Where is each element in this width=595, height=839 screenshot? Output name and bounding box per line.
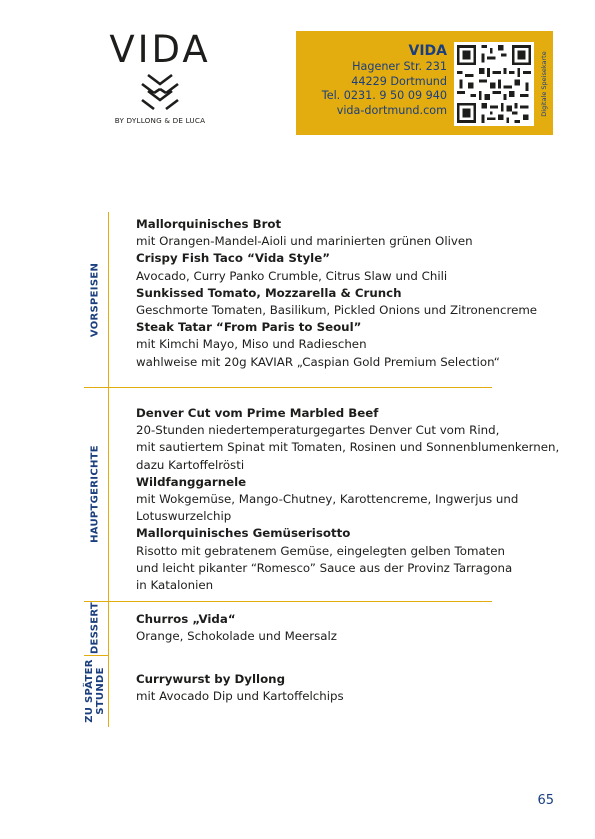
section-label-hauptgerichte: HAUPTGERICHTE	[89, 445, 101, 543]
divider-hauptgerichte	[84, 601, 492, 602]
menu-item-name: Crispy Fish Taco “Vida Style”	[136, 251, 330, 266]
menu-item-name: Mallorquinisches Brot	[136, 217, 282, 231]
menu-item-description: mit sautiertem Spinat mit Tomaten, Rosinen und Sonnenblumenkernen,	[136, 440, 560, 455]
menu-item-description: und leicht pikanter “Romesco” Sauce aus der Provinz Tarragona	[136, 560, 513, 575]
logo-subtitle: BY DYLLONG & DE LUCA	[114, 116, 206, 125]
menu-item-name: Wildfanggarnele	[136, 474, 247, 489]
contact-box	[296, 31, 553, 135]
section-hauptgerichte	[136, 405, 559, 594]
divider-vorspeisen	[84, 387, 492, 388]
contact-website[interactable]: vida-dortmund.com	[336, 103, 447, 117]
menu-item-description: Avocado, Curry Panko Crumble, Citrus Slaw und Chili	[136, 268, 448, 283]
menu-item-description: in Katalonien	[136, 578, 214, 593]
menu-item-description: mit Avocado Dip und Kartoffelchips	[136, 689, 344, 704]
page-number: 65	[537, 793, 554, 808]
menu-item-description: mit Orangen-Mandel-Aioli und marinierten grünen Oliven	[136, 234, 473, 249]
section-label-zu-spaeter-stunde: ZU SPÄTER STUNDE	[84, 659, 106, 723]
contact-city: 44229 Dortmund	[351, 74, 447, 88]
menu-item-name: Churros „Vida“	[136, 612, 236, 626]
logo-wordmark: VIDA	[109, 28, 211, 71]
contact-name: VIDA	[408, 43, 447, 59]
section-zu-spaeter-stunde	[136, 671, 344, 705]
menu-item-name: Currywurst by Dyllong	[136, 672, 286, 686]
brand-logo	[100, 30, 220, 125]
menu-item-name: Mallorquinisches Gemüserisotto	[136, 526, 351, 541]
menu-item-description: dazu Kartoffelrösti	[136, 457, 245, 472]
qr-caption: Digitale Speisekarte	[540, 51, 548, 117]
menu-item-description: Lotuswurzelchip	[136, 509, 232, 524]
contact-street: Hagener Str. 231	[352, 60, 447, 73]
menu-item-description: mit Kimchi Mayo, Miso und Radieschen	[136, 337, 367, 352]
menu-item-name: Steak Tatar “From Paris to Seoul”	[136, 320, 362, 335]
menu-item-description: wahlweise mit 20g KAVIAR „Caspian Gold Premium Selection“	[136, 354, 500, 369]
section-vorspeisen	[136, 216, 537, 371]
qr-code-icon[interactable]	[454, 42, 534, 126]
menu-item-description: 20-Stunden niedertemperaturgegartes Denver Cut vom Rind,	[136, 423, 500, 438]
menu-item-name: Denver Cut vom Prime Marbled Beef	[136, 406, 379, 420]
menu-item-name: Sunkissed Tomato, Mozzarella & Crunch	[136, 285, 402, 300]
section-label-vorspeisen: VORSPEISEN	[89, 262, 101, 337]
logo-chevron-icon	[138, 72, 182, 110]
contact-phone[interactable]: Tel. 0231. 9 50 09 940	[321, 89, 447, 102]
menu-item-description: mit Wokgemüse, Mango-Chutney, Karottencreme, Ingwerjus und	[136, 492, 519, 507]
menu-item-description: Geschmorte Tomaten, Basilikum, Pickled Onions und Zitronencreme	[136, 303, 538, 318]
menu-item-description: Risotto mit gebratenem Gemüse, eingelegten gelben Tomaten	[136, 543, 506, 558]
section-dessert	[136, 611, 337, 645]
contact-info	[322, 43, 447, 118]
divider-vertical	[108, 212, 109, 727]
section-label-dessert: DESSERT	[89, 601, 101, 655]
menu-item-description: Orange, Schokolade und Meersalz	[136, 629, 337, 644]
